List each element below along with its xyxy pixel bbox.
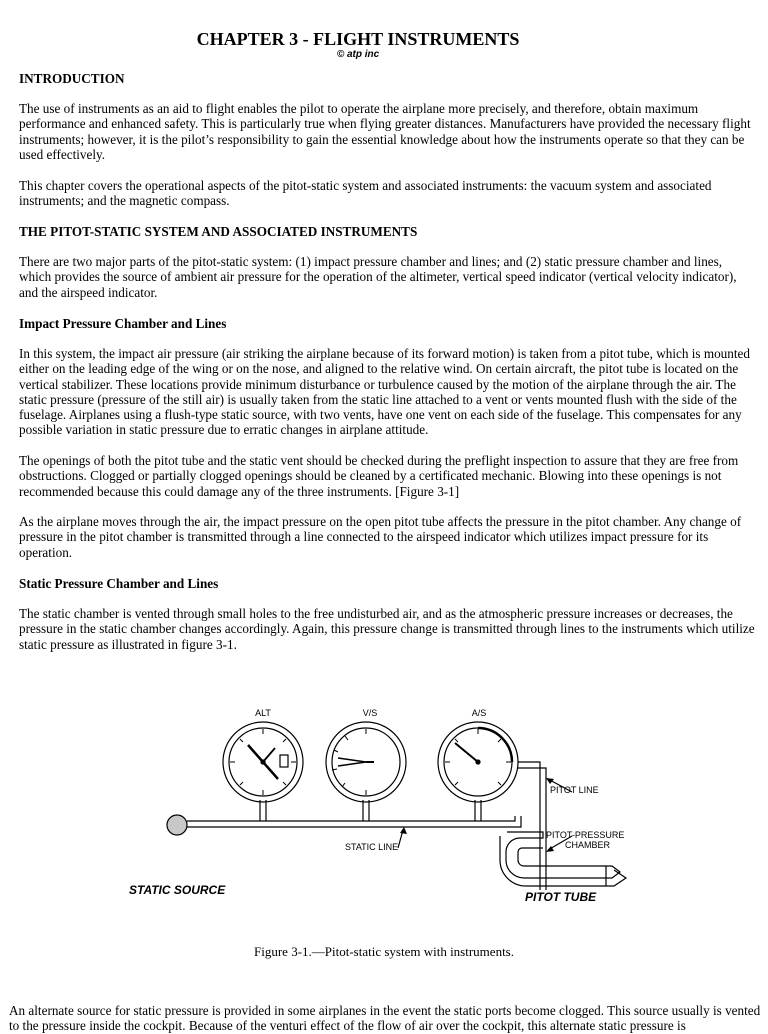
altimeter-gauge <box>223 722 303 802</box>
heading-pitot-static: THE PITOT-STATIC SYSTEM AND ASSOCIATED INSTRUMENTS <box>19 224 418 239</box>
vertical-speed-gauge <box>326 722 406 802</box>
heading-impact-pressure: Impact Pressure Chamber and Lines <box>19 316 227 331</box>
paragraph-pitot-static-1: There are two major parts of the pitot-static system: (1) impact pressure chamber and lines; and (2) static pressure chamber and lines, which provides the source of ambient air pressure for the operation of the altimeter, vertical speed indicator (vertical velocity indicator), and the airspeed indicator. <box>19 254 737 300</box>
airspeed-gauge <box>438 722 518 802</box>
paragraph-intro-2: This chapter covers the operational aspects of the pitot-static system and associated instruments: the vacuum system and associated instruments; and the magnetic compass. <box>19 178 712 209</box>
figure-caption: Figure 3-1.—Pitot-static system with instruments. <box>254 944 514 959</box>
paragraph-impact-2: The openings of both the pitot tube and the static vent should be checked during the preflight inspection to assure that they are free from obstructions. Clogged or partially clogged openings should be cleaned by a certificated mechanic. Blowing into these openings is not recommended because this could damage any of the three instruments. [Figure 3-1] <box>19 453 739 499</box>
pitot-static-diagram-svg <box>120 700 650 915</box>
static-line-label: STATIC LINE <box>345 842 399 852</box>
alt-label: ALT <box>255 708 271 718</box>
pitot-line-label: PITOT LINE <box>550 785 599 795</box>
paragraph-static-1: The static chamber is vented through small holes to the free undisturbed air, and as the atmospheric pressure increases or decreases, the pressure in the static chamber changes accordingly. Again, this pressure change is transmitted through lines to the instruments which utilize static pressure as illustrated in figure 3-1. <box>19 606 755 652</box>
paragraph-intro-1: The use of instruments as an aid to flight enables the pilot to operate the airplane more precisely, and therefore, obtain maximum performance and enhanced safety. This is particularly true when flying greater distances. Manufacturers have provided the necessary flight instruments; however, it is the pilot’s responsibility to gain the essential knowledge about how the instruments operate so that they can be used effectively. <box>19 101 751 162</box>
vs-label: V/S <box>362 708 378 718</box>
static-line <box>187 816 515 821</box>
heading-introduction: INTRODUCTION <box>19 71 125 86</box>
copyright-notice: © atp inc <box>336 49 380 60</box>
as-label: A/S <box>471 708 487 718</box>
heading-static-pressure: Static Pressure Chamber and Lines <box>19 576 219 591</box>
chapter-title: CHAPTER 3 - FLIGHT INSTRUMENTS <box>196 29 520 49</box>
paragraph-impact-1: In this system, the impact air pressure (air striking the airplane because of its forward motion) is taken from a pitot tube, which is mounted either on the leading edge of the wing or on the nose, and aligned to the relative wind. On certain aircraft, the pitot tube is located on the vertical stabilizer. These locations provide minimum disturbance or turbulence caused by the motion of the airplane through the air. The static pressure (pressure of the still air) is usually taken from the static line attached to a vent or vents mounted flush with the side of the fuselage. Airplanes using a flush-type static source, with two vents, have one vent on each side of the fuselage. This compensates for any possible variation in static pressure due to erratic changes in airplane attitude. <box>19 346 750 438</box>
pitot-pressure-label-1: PITOT-PRESSURE <box>546 830 625 840</box>
static-source-label: STATIC SOURCE <box>129 883 226 897</box>
paragraph-continuation: An alternate source for static pressure is provided in some airplanes in the event the static ports become clogged. This source usually is vented to the pressure inside the cockpit. Because of the venturi effect of the flow of air over the cockpit, this alternate static pressure is <box>9 1003 761 1034</box>
pitot-pressure-label-2: CHAMBER <box>565 840 611 850</box>
pitot-tube-label: PITOT TUBE <box>525 890 597 904</box>
static-source-port <box>167 815 187 835</box>
figure-pitot-static-diagram <box>120 700 650 915</box>
paragraph-impact-3: As the airplane moves through the air, the impact pressure on the open pitot tube affects the pressure in the pitot chamber. Any change of pressure in the pitot chamber is transmitted through a line connected to the airspeed indicator which utilizes impact pressure for its operation. <box>19 514 742 560</box>
